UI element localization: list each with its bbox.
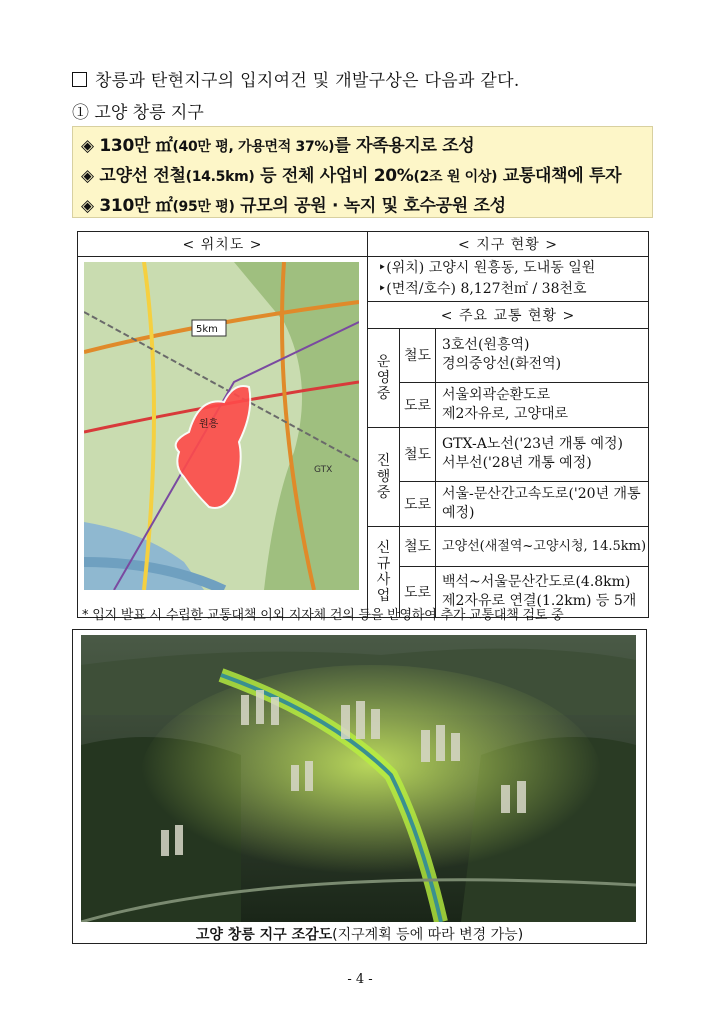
category-road: 도로 bbox=[400, 382, 436, 427]
highlight-line-1: ◈ 130만 ㎡(40만 평, 가용면적 37%)를 자족용지로 조성 bbox=[81, 136, 475, 156]
map-gtx-label: GTX bbox=[314, 465, 333, 475]
image-caption: 고양 창릉 지구 조감도(지구계획 등에 따라 변경 가능) bbox=[195, 927, 524, 943]
highlight-box bbox=[72, 126, 653, 218]
category-rail: 철도 bbox=[400, 329, 436, 383]
location-map-drawing bbox=[84, 262, 359, 590]
highlight-line-3: ◈ 310만 ㎡(95만 평) 규모의 공원 · 녹지 및 호수공원 조성 bbox=[81, 196, 506, 216]
traffic-header: < 주요 교통 현황 > bbox=[368, 302, 649, 329]
new-rail: 고양선(새절역~고양시청, 14.5km) bbox=[436, 526, 649, 566]
new-road: 백석~서울문산간도로(4.8km) 제2자유로 연결(1.2km) 등 5개 bbox=[436, 566, 649, 617]
aerial-view-frame bbox=[72, 629, 647, 944]
category-road: 도로 bbox=[400, 481, 436, 526]
map-scale-label: 5km bbox=[196, 324, 218, 335]
category-rail: 철도 bbox=[400, 427, 436, 481]
highlight-line-2: ◈ 고양선 전철(14.5km) 등 전체 사업비 20%(2조 원 이상) 교통대책에 투자 bbox=[81, 166, 622, 186]
location-header: < 위치도 > bbox=[78, 232, 368, 257]
progress-road: 서울-문산간고속도로('20년 개통 예정) bbox=[436, 481, 649, 526]
footnote: * 입지 발표 시 수립한 교통대책 이외 지자체 건의 등을 반영하여 추가 교통대책 검토 중 bbox=[82, 608, 564, 623]
operating-rail: 3호선(원흥역) 경의중앙선(화전역) bbox=[436, 329, 649, 383]
page-number: - 4 - bbox=[347, 972, 373, 987]
category-road: 도로 bbox=[400, 566, 436, 617]
status-header: < 지구 현황 > bbox=[368, 232, 649, 257]
subheading: ① 고양 창릉 지구 bbox=[72, 103, 204, 123]
category-rail: 철도 bbox=[400, 526, 436, 566]
operating-road: 서울외곽순환도로 제2자유로, 고양대로 bbox=[436, 382, 649, 427]
status-summary: ‣(위치) 고양시 원흥동, 도내동 일원 ‣(면적/호수) 8,127천㎡ / 38천호 bbox=[368, 257, 649, 302]
location-map bbox=[84, 262, 359, 590]
aerial-view-drawing bbox=[81, 635, 636, 922]
group-operating: 운영중 bbox=[368, 329, 400, 428]
group-in-progress: 진행중 bbox=[368, 427, 400, 526]
checkbox-icon bbox=[72, 72, 87, 87]
progress-rail: GTX-A노선('23년 개통 예정) 서부선('28년 개통 예정) bbox=[436, 427, 649, 481]
section-heading: 창릉과 탄현지구의 입지여건 및 개발구상은 다음과 같다. bbox=[72, 66, 520, 91]
aerial-view-image bbox=[81, 635, 636, 922]
map-district-label: 원흥 bbox=[199, 419, 219, 430]
group-new-projects: 신규사업 bbox=[368, 526, 400, 617]
